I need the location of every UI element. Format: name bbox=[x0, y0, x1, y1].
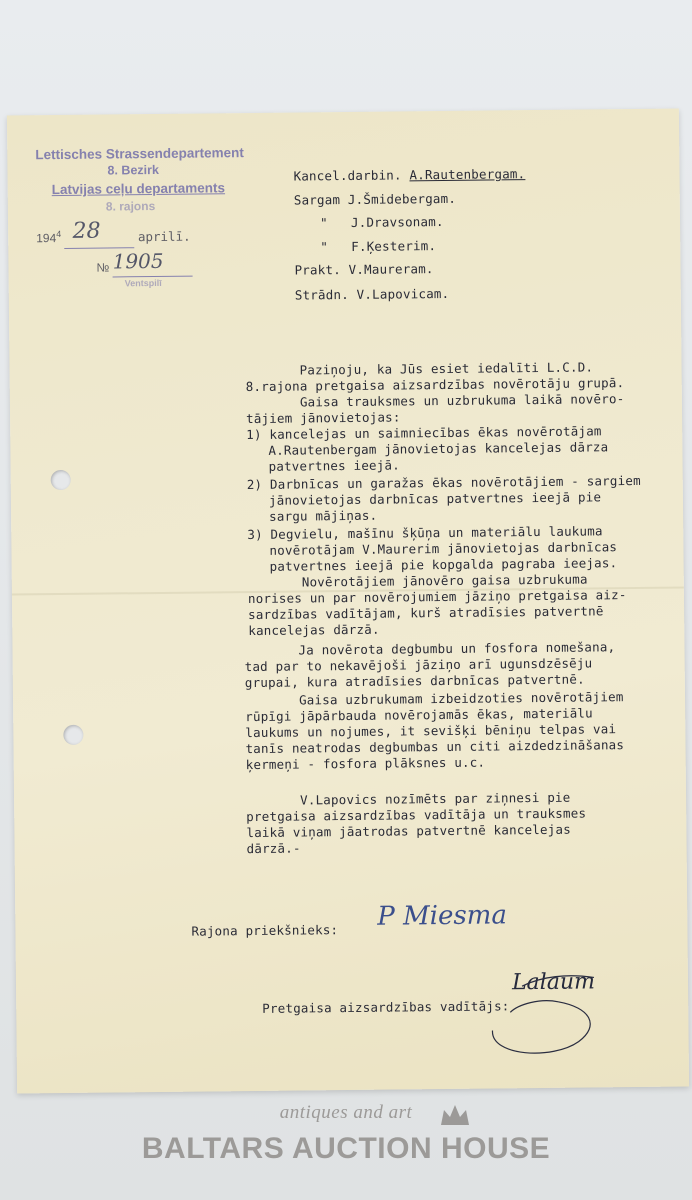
body-line: Ja novērota degbumbu un fosfora nomešana, bbox=[298, 639, 616, 658]
number-line bbox=[96, 248, 192, 278]
body-line: 1) kancelejas un saimniecības ēkas novērotājam bbox=[246, 423, 602, 443]
body-line: laukums un nojumes, it sevišķi bēniņu telpas vai bbox=[245, 721, 617, 741]
body-line: tad par to nekavējoši jāziņo arī ugunsdzēsēju bbox=[244, 655, 593, 675]
stamp-line-3: Latvijas ceļu departaments bbox=[51, 180, 226, 198]
body-line: sargu mājiņas. bbox=[269, 507, 378, 524]
body-line: 2) Darbnīcas un garažas ēkas novērotājiem - sargiem bbox=[246, 472, 641, 493]
body-line: grupai, kura atradīsies darbnīcas patvertnē. bbox=[244, 671, 585, 691]
body-line: Gaisa uzbrukumam izbeidzoties novērotājiem bbox=[298, 689, 624, 708]
body-line: tanīs neatrodas degbumbas un citi aizdedzināšanas bbox=[245, 737, 625, 757]
body-line: Paziņoju, ka Jūs esiet iedalīti L.C.D. bbox=[299, 359, 594, 378]
recipient-role: Strādn. bbox=[294, 286, 349, 303]
recipient-role: " bbox=[320, 239, 329, 255]
signature-flourish bbox=[482, 967, 603, 1058]
recipient-role: Prakt. bbox=[294, 262, 341, 278]
body-line: ķermeņi - fosfora plāksnes u.c. bbox=[245, 754, 486, 773]
chief-label: Rajona priekšnieks: bbox=[191, 922, 339, 939]
recipient-name: J.Šmidebergam. bbox=[347, 190, 457, 207]
date-year-suffix: 4 bbox=[56, 228, 62, 240]
recipient-row bbox=[320, 214, 444, 230]
body-line: laikā viņam jāatrodas patvertnē kancelejas bbox=[246, 821, 571, 841]
stamp-line-1: Lettisches Strassendepartement bbox=[35, 145, 244, 163]
body-line: pretgaisa aizsardzības vadītāja un trauksmes bbox=[246, 805, 587, 825]
punch-hole-top bbox=[51, 470, 71, 490]
stamp-place: Ventspilī bbox=[124, 277, 162, 289]
recipient-role: " bbox=[319, 215, 328, 231]
number-field bbox=[112, 248, 193, 278]
chief-signature: P Miesma bbox=[377, 900, 508, 932]
body-line: Gaisa trauksmes un uzbrukuma laikā novēro- bbox=[299, 391, 625, 410]
body-line: rūpīgi jāpārbauda novērojamās ēkas, materiālu bbox=[245, 705, 593, 725]
defense-signature: Lalaum bbox=[511, 969, 596, 996]
office-stamp bbox=[7, 113, 249, 296]
crown-icon bbox=[438, 1102, 472, 1128]
watermark-title: BALTARS AUCTION HOUSE bbox=[141, 1132, 551, 1165]
defense-label: Pretgaisa aizsardzības vadītājs: bbox=[262, 998, 510, 1016]
date-day-field bbox=[64, 218, 134, 249]
recipient-row bbox=[294, 261, 433, 277]
date-day: 28 bbox=[72, 218, 101, 244]
body-line: kancelejas dārzā. bbox=[248, 621, 380, 639]
watermark-subtitle: antiques and art bbox=[279, 1102, 413, 1123]
body-line: novērotājam V.Maurerim jānovietojas darbnīcas bbox=[269, 539, 618, 558]
body-line: patvertnes ieejā pie kopgalda pagraba ieejas. bbox=[269, 555, 618, 574]
recipient-name: J.Dravsonam. bbox=[350, 213, 444, 230]
body-line: A.Rautenbergam jānovietojas kancelejas dārza bbox=[268, 439, 609, 458]
date-line bbox=[36, 218, 191, 250]
body-line: jānovietojas darbnīcas patvertnes ieejā pie bbox=[268, 489, 602, 508]
recipient-name: V.Maureram. bbox=[348, 261, 434, 277]
body-line: patvertnes ieejā. bbox=[268, 457, 401, 474]
recipient-row bbox=[294, 191, 456, 208]
number-prefix: № bbox=[96, 260, 110, 275]
body-line: dārzā.- bbox=[246, 840, 301, 857]
body-line: Novērotājiem jānovēro gaisa uzbrukuma bbox=[301, 571, 588, 590]
recipient-name: F.Ķesterim. bbox=[351, 238, 437, 254]
date-month: aprilī. bbox=[137, 228, 191, 245]
recipient-name: V.Lapovicam. bbox=[356, 285, 450, 302]
date-year-prefix: 194 bbox=[36, 231, 57, 246]
recipient-row bbox=[293, 166, 525, 183]
recipient-role: Sargam bbox=[293, 192, 341, 208]
punch-hole-bottom bbox=[63, 725, 83, 745]
body-line: sardzības vadītājam, kurš atradīsies patvertnē bbox=[248, 603, 604, 623]
stamp-line-4: 8. rajons bbox=[105, 198, 156, 214]
stamp-line-2: 8. Bezirk bbox=[107, 162, 159, 178]
recipient-name: A.Rautenbergam. bbox=[409, 166, 526, 183]
recipient-row bbox=[320, 238, 436, 254]
body-line: 8.rajona pretgaisa aizsardzības novērotāju grupā. bbox=[245, 375, 625, 395]
recipient-row bbox=[295, 286, 450, 303]
body-line: V.Lapovics nozīmēts par ziņnesi pie bbox=[300, 789, 571, 808]
body-line: tājiem jānovietojas: bbox=[246, 409, 401, 427]
body-line: 3) Degvielu, mašīnu šķūņa un materiālu laukuma bbox=[247, 523, 603, 543]
document-number: 1905 bbox=[112, 248, 164, 274]
body-line: norises un par novērojumiem jāziņo pretgaisa aiz- bbox=[247, 587, 627, 607]
document-sheet bbox=[7, 109, 689, 1094]
recipient-role: Kancel.darbin. bbox=[293, 167, 402, 184]
